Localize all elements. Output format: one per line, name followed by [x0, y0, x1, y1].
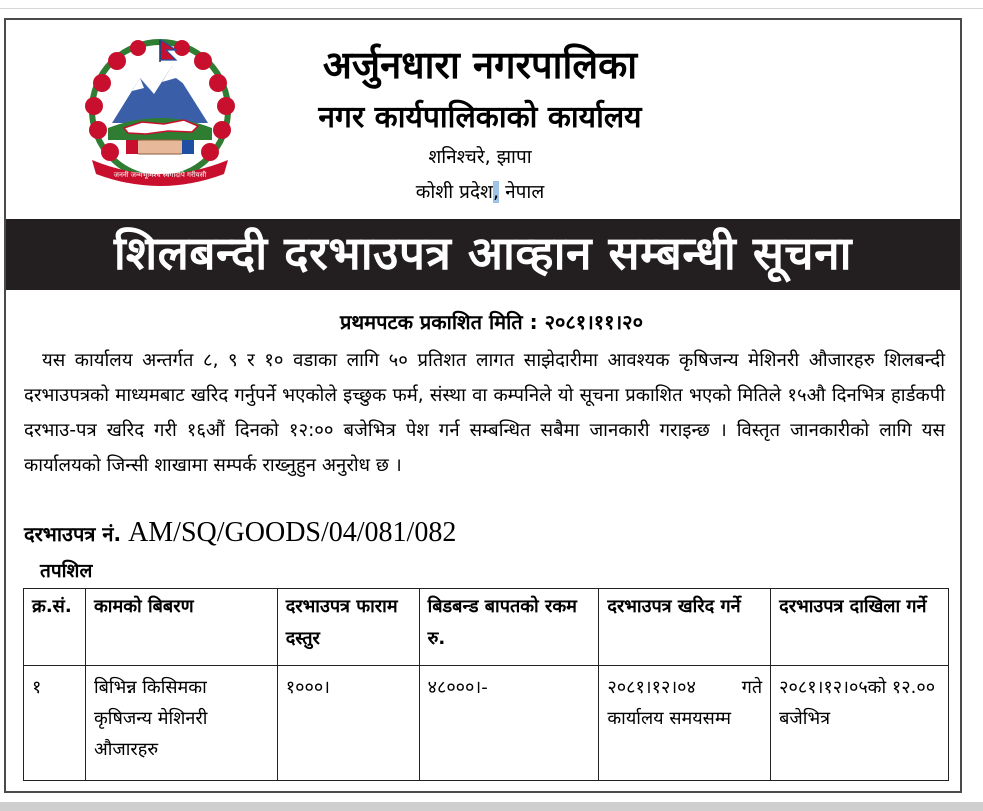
column-header-serial: क्र.सं. — [24, 589, 86, 666]
column-header-bid-bond: बिडबन्ड बापतको रकम रु. — [419, 589, 599, 666]
notice-body: यस कार्यालय अन्तर्गत ८, ९ र १० वडाका लागि ५० प्रतिशत लागत साझेदारीमा आवश्यक कृषिजन्य मेशिनरी औजारहरु शिलबन्दी दरभाउपत्रको माध्यमबाट खरिद गर्नुपर्ने भएकोले इच्छुक फर्म, संस्था वा कम्पनिले यो सूचना प्रकाशित भएको मितिले १५औ दिनभित्र हार्डकपी दरभाउ-पत्र खरिद गरी १६औं दिनको १२:०० बजेभित्र पेश गर्न सम्बन्धित सबैमा जानकारी गराइन्छ । विस्तृत जानकारीको लागि यस कार्यालयको जिन्सी शाखामा सम्पर्क राख्नुहुन अनुरोध छ । — [24, 350, 945, 476]
province-name: कोशी प्रदेश — [415, 181, 493, 203]
top-divider — [0, 0, 983, 9]
publication-date: प्रथमपटक प्रकाशित मिति : २०८१।११।२० — [340, 310, 643, 334]
tender-number: AM/SQ/GOODS/04/081/082 — [121, 517, 457, 548]
cell-serial: १ — [24, 666, 86, 781]
cell-bid-bond: ४८०००।- — [419, 666, 599, 781]
country-name: नेपाल — [499, 181, 545, 203]
table-header-row — [24, 589, 949, 666]
emblem-motto: जननी जन्मभूमिश्च स्वर्गादपि गरीयसी — [113, 171, 207, 179]
details-heading: तपशिल — [40, 560, 93, 582]
office-name: नगर कार्यपालिकाको कार्यालय — [318, 100, 642, 135]
notice-title-banner: शिलबन्दी दरभाउपत्र आव्हान सम्बन्धी सूचना — [6, 219, 960, 290]
selected-text-highlight: , — [492, 181, 500, 203]
tender-number-label: दरभाउपत्र नं. — [24, 522, 122, 546]
column-header-submission: दरभाउपत्र दाखिला गर्ने — [771, 589, 949, 666]
table-row — [24, 666, 949, 781]
cell-submission-deadline: २०८१।१२।०५को १२.०० बजेभित्र — [771, 666, 949, 781]
column-header-purchase: दरभाउपत्र खरिद गर्ने — [599, 589, 771, 666]
handshake-icon — [126, 140, 194, 154]
office-location: शनिश्चरे, झापा — [428, 146, 532, 168]
bottom-scroll-edge — [0, 802, 983, 811]
municipality-name: अर्जुनधारा नगरपालिका — [322, 43, 638, 87]
tender-number-line — [24, 517, 456, 549]
column-header-description: कामको बिबरण — [85, 589, 277, 666]
cell-description: बिभिन्न किसिमका कृषिजन्य मेशिनरी औजारहरु — [85, 666, 277, 781]
details-table — [23, 588, 949, 781]
cell-form-fee: १०००। — [277, 666, 419, 781]
office-province-line — [240, 178, 720, 204]
nepal-emblem-icon — [72, 28, 248, 190]
cell-purchase-deadline: २०८१।१२।०४ गते कार्यालय समयसम्म — [599, 666, 771, 781]
mountain-icon — [112, 66, 208, 123]
column-header-form-fee: दरभाउपत्र फाराम दस्तुर — [277, 589, 419, 666]
